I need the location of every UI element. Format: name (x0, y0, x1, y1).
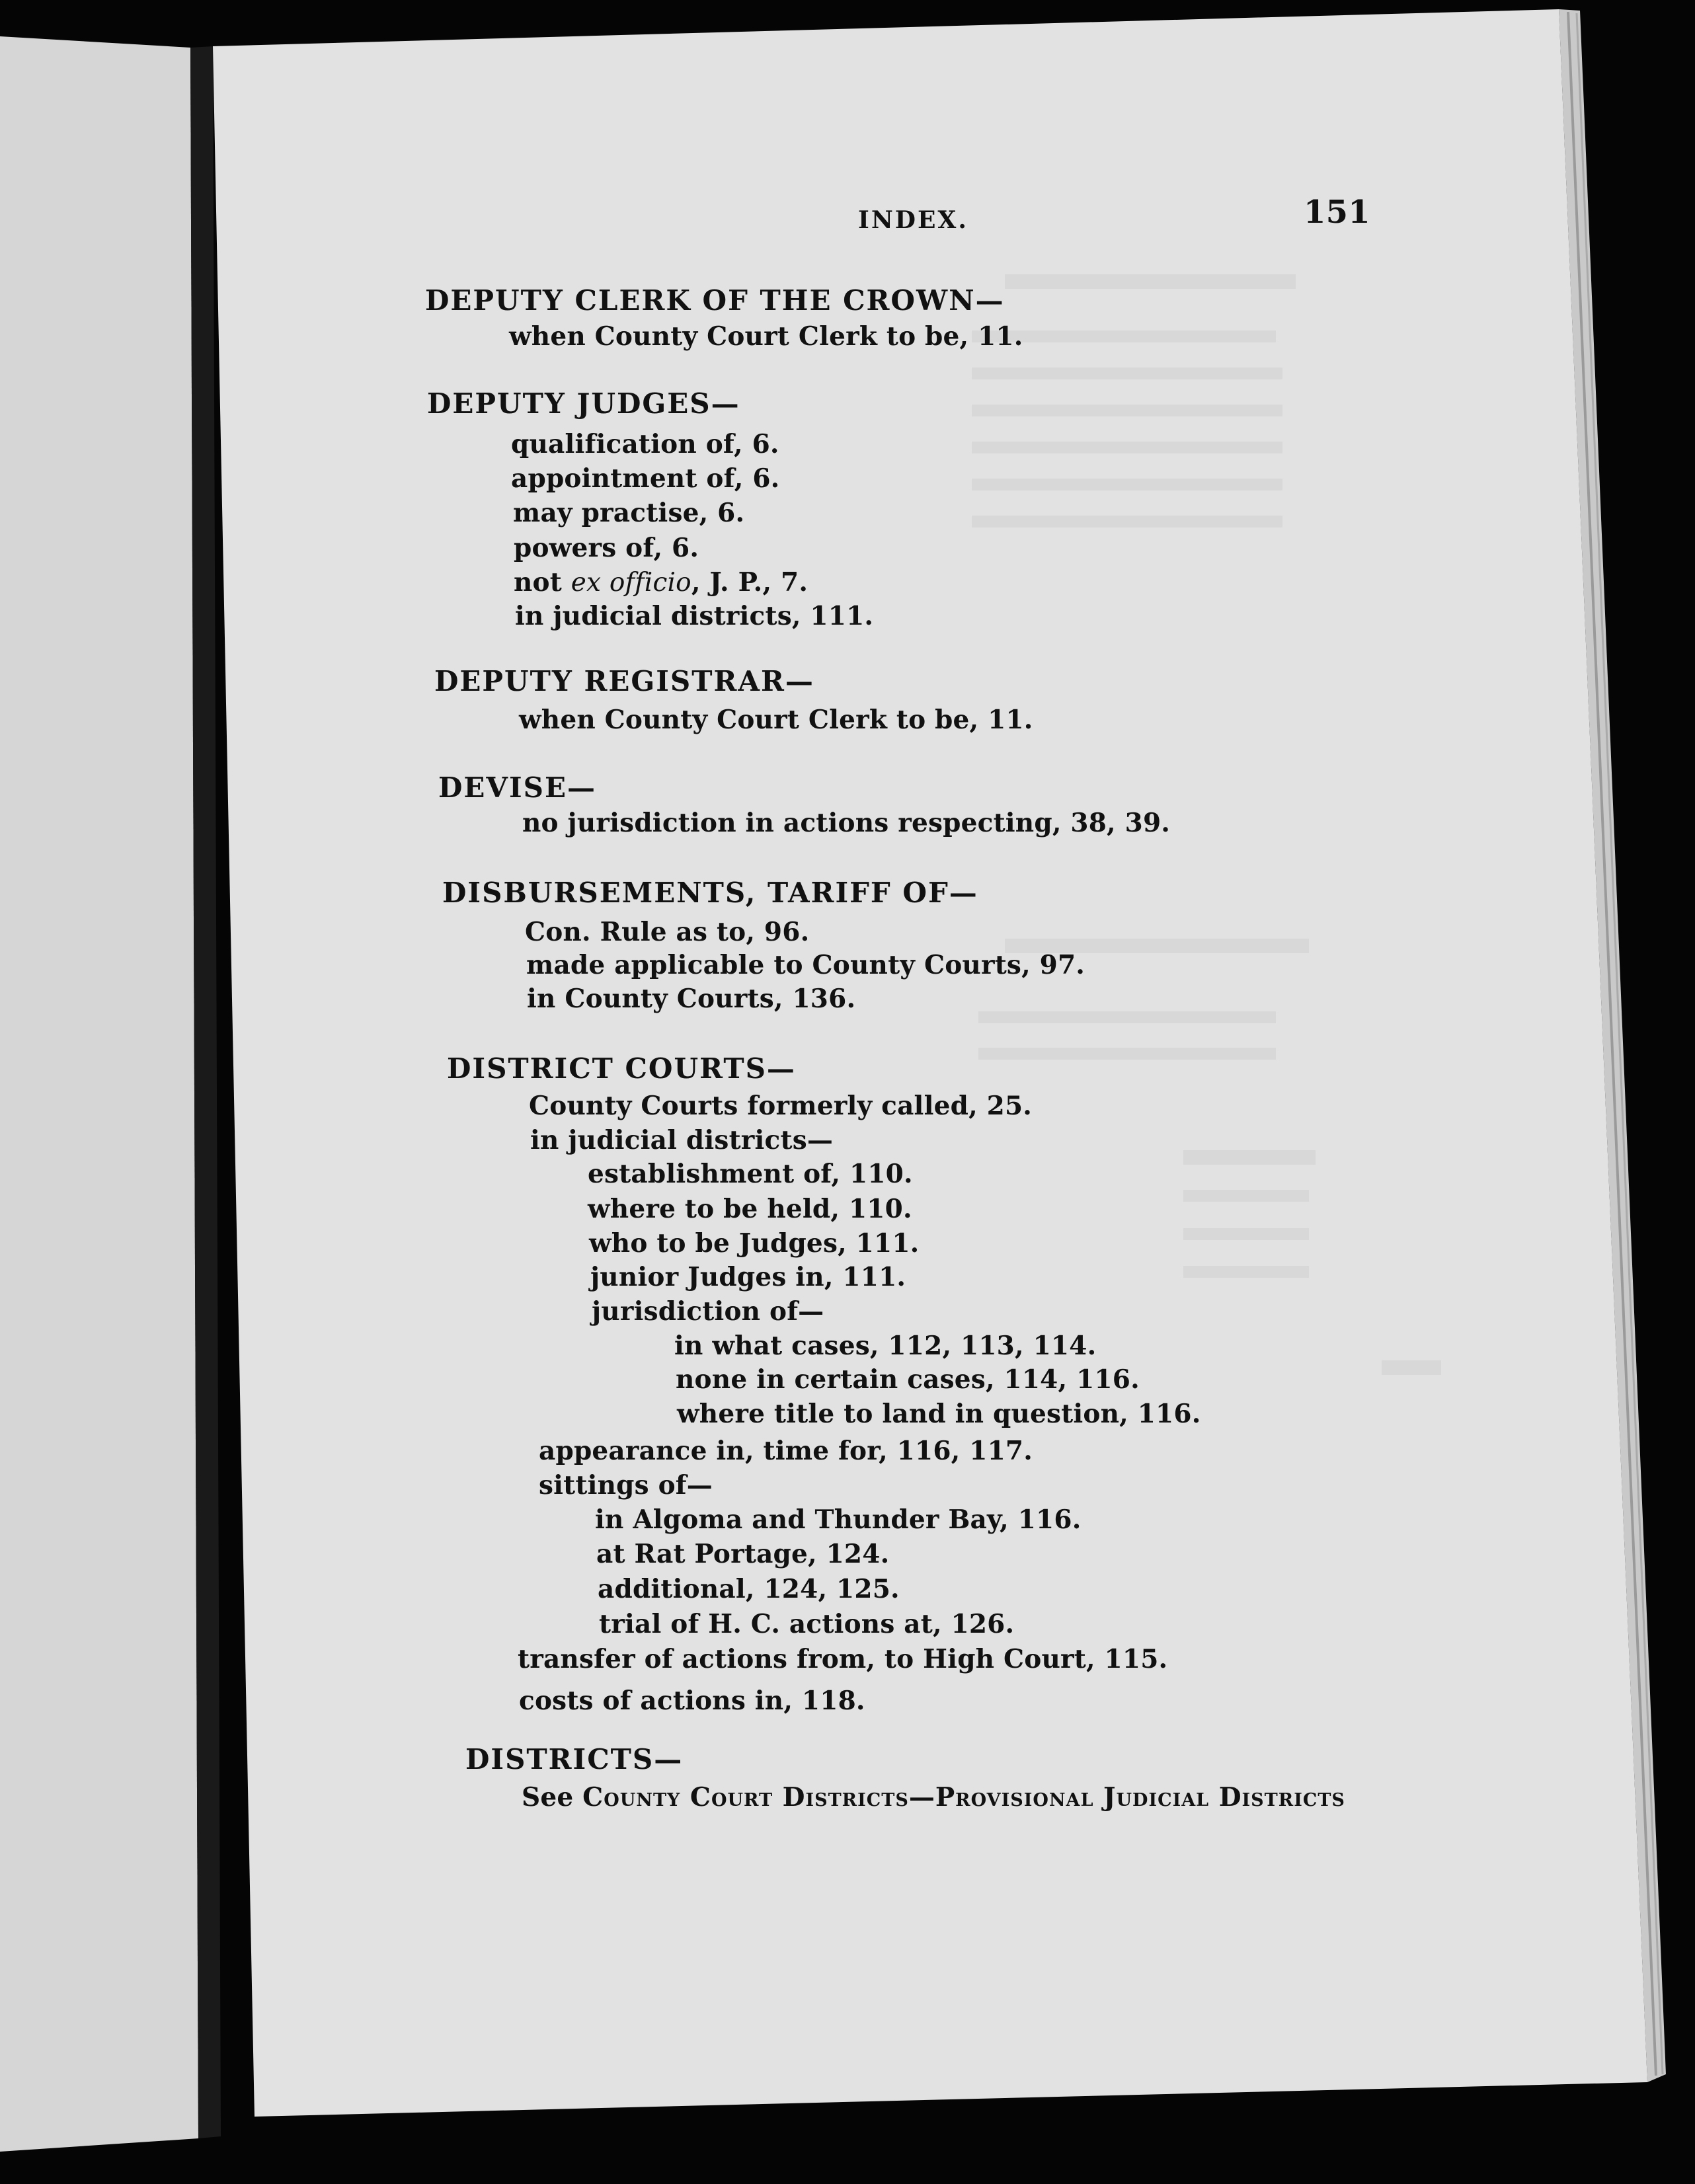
index-subitem: additional, 124, 125. (598, 1574, 900, 1604)
index-item: in County Courts, 136. (527, 984, 856, 1014)
index-subitem: where to be held, 110. (588, 1194, 912, 1224)
index-heading: DISTRICTS— (465, 1743, 684, 1775)
index-item: appointment of, 6. (511, 463, 780, 494)
latin-term: ex officio (571, 568, 691, 598)
index-item: appearance in, time for, 116, 117. (539, 1436, 1033, 1466)
index-subitem: trial of H. C. actions at, 126. (599, 1609, 1015, 1639)
index-item (514, 567, 808, 598)
index-subitem: at Rat Portage, 124. (596, 1539, 890, 1569)
index-heading: DEPUTY CLERK OF THE CROWN— (425, 284, 1005, 317)
index-subsubitem: in what cases, 112, 113, 114. (674, 1331, 1097, 1361)
item-text: not (514, 567, 571, 598)
item-text: See (522, 1782, 583, 1813)
index-item: in judicial districts, 111. (515, 601, 874, 631)
item-text: , J. P., 7. (691, 567, 808, 598)
index-subsubitem: where title to land in question, 116. (677, 1399, 1201, 1429)
index-item: no jurisdiction in actions respecting, 38, 39. (522, 808, 1171, 838)
index-item: may practise, 6. (513, 498, 745, 528)
index-item: transfer of actions from, to High Court, 115. (518, 1644, 1168, 1674)
index-heading: DISBURSEMENTS, TARIFF OF— (442, 877, 978, 909)
index-item: made applicable to County Courts, 97. (526, 950, 1085, 980)
index-heading: DEPUTY JUDGES— (427, 387, 740, 420)
index-subitem: in Algoma and Thunder Bay, 116. (595, 1504, 1082, 1535)
index-item: in judicial districts— (530, 1125, 834, 1155)
index-item: qualification of, 6. (511, 429, 779, 459)
index-heading: DEVISE— (438, 771, 597, 804)
index-heading: DISTRICT COURTS— (447, 1052, 796, 1085)
index-subsubitem: none in certain cases, 114, 116. (676, 1364, 1140, 1395)
index-subitem: junior Judges in, 111. (590, 1262, 906, 1292)
index-item: sittings of— (539, 1470, 713, 1501)
index-item: County Courts formerly called, 25. (529, 1091, 1033, 1121)
cross-reference: County Court Districts—Provisional Judicial Districts (582, 1782, 1345, 1813)
index-item (522, 1782, 1345, 1813)
index-item: powers of, 6. (514, 533, 699, 563)
index-item: when County Court Clerk to be, 11. (519, 705, 1033, 735)
index-subitem: who to be Judges, 111. (589, 1228, 920, 1259)
page-number: 151 (1304, 194, 1370, 231)
index-subitem: establishment of, 110. (588, 1159, 913, 1189)
index-item: when County Court Clerk to be, 11. (509, 321, 1023, 352)
index-heading: DEPUTY REGISTRAR— (434, 665, 814, 697)
index-item: Con. Rule as to, 96. (525, 917, 810, 947)
index-subitem: jurisdiction of— (592, 1296, 824, 1327)
running-head: INDEX. (858, 206, 968, 234)
index-item: costs of actions in, 118. (519, 1686, 865, 1716)
